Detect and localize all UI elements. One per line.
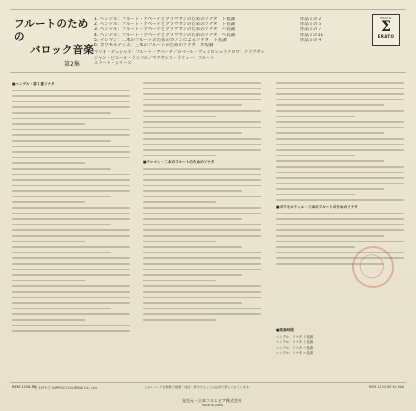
text-line [143,252,261,254]
text-line [143,144,261,146]
text-line [143,308,261,310]
text-line [143,174,261,176]
text-line [276,144,404,146]
notes-text-block [12,90,130,332]
text-line [276,194,355,196]
timings-heading: ■演奏時間 [276,328,294,332]
timing-label: ヘンデル：ソナタ ハ長調 [276,345,313,350]
text-line [143,116,216,118]
text-line [12,330,130,332]
text-line [143,269,261,271]
text-line [143,257,261,259]
text-line [12,280,85,282]
distributor-name: 発売元・日本コロムビア株式会社 [182,398,242,403]
track-number: 4. [94,32,99,38]
text-line [12,106,130,108]
timing-label: ヘンデル：ソナタ ト長調 [276,340,313,345]
text-line [12,112,111,114]
text-line [143,155,216,157]
made-in-label: MADE IN JAPAN [202,403,224,407]
text-line [12,235,130,237]
footer [12,385,404,407]
liner-notes-column-1 [12,80,130,370]
text-line [143,291,261,293]
text-line [12,224,111,226]
text-line [12,174,130,176]
track-opus [300,43,346,48]
text-line [143,132,242,134]
track-opus: 作品１の２ [300,17,322,22]
text-line [143,302,242,304]
text-line [276,224,404,226]
text-line [276,160,384,162]
album-title [14,18,94,68]
text-line [143,241,216,243]
text-line [276,93,404,95]
text-line [276,110,404,112]
track-title: ヘンデル：フルート・アベーテとクラヴサンのためのソナタ ト短調 [100,17,236,22]
text-line [143,127,261,129]
text-line [276,235,384,237]
track-title: ヘンデル：フルート・アベーテとクラヴサンのためのソナタ ヘ長調 [100,32,236,38]
text-line [12,263,130,265]
text-line [143,88,261,90]
text-line [143,93,261,95]
text-line [12,218,130,220]
text-line [276,177,404,179]
text-line [12,190,130,192]
text-line [143,138,261,140]
track-number: 2. [94,22,99,28]
track-opus: 作品１の７ [300,27,322,33]
text-line [276,218,404,220]
text-line [143,185,261,187]
logo-top-text: ERATO [380,16,392,20]
text-line [276,155,355,157]
text-line [276,99,404,101]
track-opus: 作品５の４ [300,37,322,43]
text-line [12,274,130,276]
text-line [276,121,404,123]
text-line [276,199,404,201]
text-line [276,246,355,248]
text-line [12,207,130,209]
track-item [94,43,346,48]
text-line [276,241,404,243]
title-line-1: フルートのための [14,18,89,43]
text-line [143,121,261,123]
text-line [12,325,130,327]
text-line [12,151,130,153]
text-line [12,196,111,198]
notes-text-block [143,82,261,156]
text-line [12,157,130,159]
section-heading: ■ヘンデル・第１番ソナタ [12,82,55,86]
text-line [143,297,261,299]
text-line [276,188,384,190]
text-line [276,88,404,90]
text-line [276,116,355,118]
text-line [143,274,242,276]
text-line [143,196,261,198]
text-line [12,252,111,254]
logo-name: ERATO [377,34,395,39]
sigma-icon: Σ [381,19,391,35]
text-line [12,201,85,203]
legal-notice: このレコードを無断で複製・放送・貸与することは法律で禁じられています。 [144,385,253,389]
text-line [143,104,242,106]
text-line [276,149,404,151]
text-line [12,179,130,181]
title-line-2: バロック音楽 [30,44,94,56]
text-line [12,168,111,170]
top-divider [10,9,406,10]
text-line [12,162,85,164]
text-line [276,132,384,134]
track-title: ヘンデル：フルート・アベーテとクラヴサンのためのソナタ ト長調 [100,22,236,28]
track-opus: 作品１の５ [300,22,322,28]
text-line [143,285,261,287]
text-line [276,213,404,215]
text-line [143,179,261,181]
track-title: ヘンデル：フルート・アベーテとクラヴサンのためのソナタ ハ長調 [100,27,236,33]
timing-label: ヘンデル：ソナタ ヘ長調 [276,351,313,356]
copyright-notice: Ⓟ 1975 Ⓒ NIPPON COLUMBIA Co., Ltd. [34,386,98,390]
text-line [12,313,130,315]
timing-row [276,351,404,357]
volume-label: 第2集 [64,61,80,68]
text-line [12,146,130,148]
text-line [143,229,261,231]
track-opus: 作品１の11 [300,32,324,38]
text-line [276,138,404,140]
notes-text-block [143,168,261,321]
text-line [12,90,130,92]
text-line [12,134,130,136]
header-divider [10,72,406,73]
performers-line: マリオ・デュシャネ：フルート・アベーテ／ロベール・ヴェイロン＝ラクロワ：クラヴサン [94,49,265,55]
text-line [12,319,85,321]
text-line [12,246,130,248]
text-line [12,140,111,142]
text-line [143,207,261,209]
performers-line-2: ジャン・ピエール・ランパル／マクサンス・ラリュー：フルート [94,55,215,61]
erato-logo [372,14,400,46]
text-line [143,82,261,84]
text-line [12,118,130,120]
text-line [12,185,130,187]
section-heading: ■ボワモルティエ・三本のフルートのためのソナタ [276,205,358,210]
text-line [12,291,130,293]
text-line [276,172,404,174]
text-line [12,129,130,131]
text-line [12,101,130,103]
track-title: ボワモルティエ：三本のフルートのためのソナタ ホ短調 [100,43,214,49]
track-number: 1. [94,17,99,22]
section-heading: ■テレマン・二本のフルートのためのソナタ [143,160,215,165]
text-line [143,99,261,101]
text-line [276,166,404,168]
text-line [12,302,130,304]
text-line [143,235,261,237]
text-line [276,82,404,84]
text-line [143,313,261,315]
timing-label: ヘンデル：ソナタ ト短調 [276,334,313,339]
text-line [12,95,130,97]
series-label: エラート・シリーズ [94,60,132,66]
track-title: テレマン：二本のフルートのためのカノンによるソナタ ト長調 [100,37,227,43]
text-line [12,213,130,215]
text-line [143,168,261,170]
text-line [12,257,130,259]
text-line [143,280,216,282]
liner-notes-column-2 [143,80,261,370]
text-line [143,263,261,265]
track-number: 6. [94,43,99,49]
text-line [276,104,384,106]
text-line [143,213,261,215]
text-line [143,201,216,203]
price-code: REM-1234-RE ¥2,000 [369,385,404,389]
text-line [143,190,242,192]
text-line [12,308,111,310]
text-line [276,229,404,231]
track-list [94,17,346,65]
timings-block [276,326,404,357]
text-line [12,285,130,287]
header [10,12,406,74]
text-line [143,218,242,220]
catalog-number: REM-1234-RE [12,385,37,389]
text-line [143,246,242,248]
text-line [12,123,85,125]
text-line [12,229,130,231]
text-line [143,110,261,112]
track-number: 5. [94,37,99,43]
text-line [12,241,85,243]
text-line [143,319,216,321]
text-line [143,149,261,151]
track-number: 3. [94,27,99,33]
text-line [143,224,261,226]
text-line [12,297,130,299]
text-line [12,269,130,271]
footer-divider [10,382,406,383]
text-line [276,183,404,185]
notes-text-block [276,82,404,201]
text-line [276,127,404,129]
